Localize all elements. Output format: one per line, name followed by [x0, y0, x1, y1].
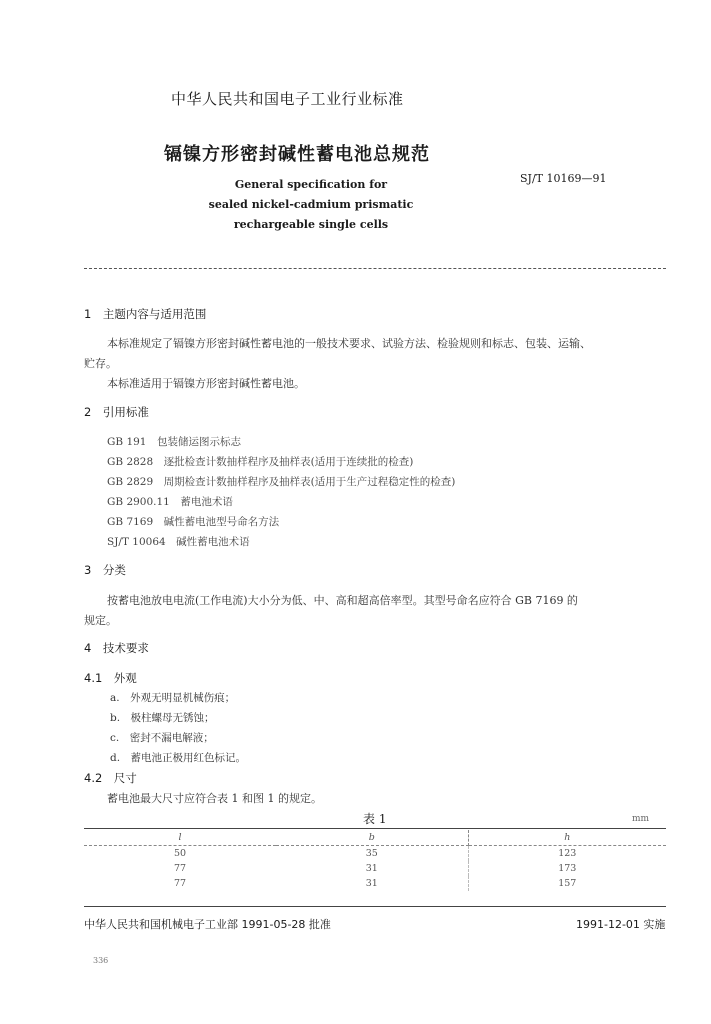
section-1-paragraph-1-line-1: 本标准规定了镉镍方形密封碱性蓄电池的一般技术要求、试验方法、检验规则和标志、包装、运输、 [107, 337, 591, 350]
english-title-line-1: General specification for [234, 178, 388, 191]
reference-item: GB 2900.11 蓄电池术语 [107, 496, 233, 508]
appearance-item: c. 密封不漏电解液； [110, 732, 214, 744]
table-header-cell: l [84, 830, 276, 846]
table-cell: 77 [173, 878, 187, 889]
implementation-date: 1991-12-01 实施 [576, 918, 666, 931]
issuing-organization: 中华人民共和国电子工业行业标准 [171, 90, 404, 108]
appearance-item: d. 蓄电池正极用红色标记。 [110, 752, 247, 764]
reference-item: SJ/T 10064 碱性蓄电池术语 [107, 536, 250, 548]
section-4-1-heading: 4.1 外观 [84, 671, 137, 685]
table-top-rule [84, 828, 666, 829]
section-4-heading: 4 技术要求 [84, 641, 149, 655]
table-row [84, 846, 666, 862]
section-4-2-heading: 4.2 尺寸 [84, 771, 137, 785]
table-row [84, 861, 666, 876]
section-3-paragraph-line-1: 按蓄电池放电电流(工作电流)大小分为低、中、高和超高倍率型。其型号命名应符合 GB 7169 的 [107, 594, 578, 607]
page-number: 336 [93, 956, 109, 965]
english-title-line-3: rechargeable single cells [233, 218, 389, 231]
table-cell: 35 [276, 846, 468, 862]
appearance-item: a. 外观无明显机械伤痕； [110, 692, 236, 704]
appearance-item: b. 极柱螺母无锈蚀； [110, 712, 215, 724]
approval-line: 中华人民共和国机械电子工业部 1991-05-28 批准 [84, 918, 331, 931]
section-1-paragraph-2: 本标准适用于镉镍方形密封碱性蓄电池。 [107, 377, 305, 390]
section-1-heading: 1 主题内容与适用范围 [84, 307, 207, 321]
standard-code: SJ/T 10169—91 [520, 172, 607, 185]
table-cell: 50 [173, 848, 187, 859]
table-header-cell: b [276, 830, 468, 846]
table-caption: 表 1 [363, 812, 387, 826]
table-cell: 31 [276, 876, 468, 891]
table-cell: 31 [276, 861, 468, 876]
dimensions-table [84, 830, 666, 891]
section-3-heading: 3 分类 [84, 563, 126, 577]
table-cell: 77 [173, 863, 187, 874]
section-3-paragraph-line-2: 规定。 [84, 614, 117, 627]
section-1-paragraph-1-line-2: 贮存。 [84, 357, 117, 370]
footer-rule [84, 906, 666, 907]
reference-item: GB 191 包装储运图示标志 [107, 436, 241, 448]
header-divider [84, 268, 666, 269]
reference-item: GB 7169 碱性蓄电池型号命名方法 [107, 516, 280, 528]
document-title: 镉镍方形密封碱性蓄电池总规范 [164, 144, 430, 165]
table-row [84, 876, 666, 891]
section-2-heading: 2 引用标准 [84, 405, 149, 419]
table-header-row [84, 830, 666, 846]
table-unit: mm [632, 814, 650, 824]
reference-item: GB 2829 周期检查计数抽样程序及抽样表(适用于生产过程稳定性的检查) [107, 476, 456, 488]
table-cell: 173 [558, 863, 577, 874]
reference-item: GB 2828 逐批检查计数抽样程序及抽样表(适用于连续批的检查) [107, 456, 414, 468]
english-title-line-2: sealed nickel-cadmium prismatic [208, 198, 414, 211]
table-header-cell: h [468, 830, 666, 846]
table-cell: 123 [558, 848, 577, 859]
section-4-2-paragraph: 蓄电池最大尺寸应符合表 1 和图 1 的规定。 [107, 792, 322, 805]
table-cell: 157 [558, 878, 577, 889]
